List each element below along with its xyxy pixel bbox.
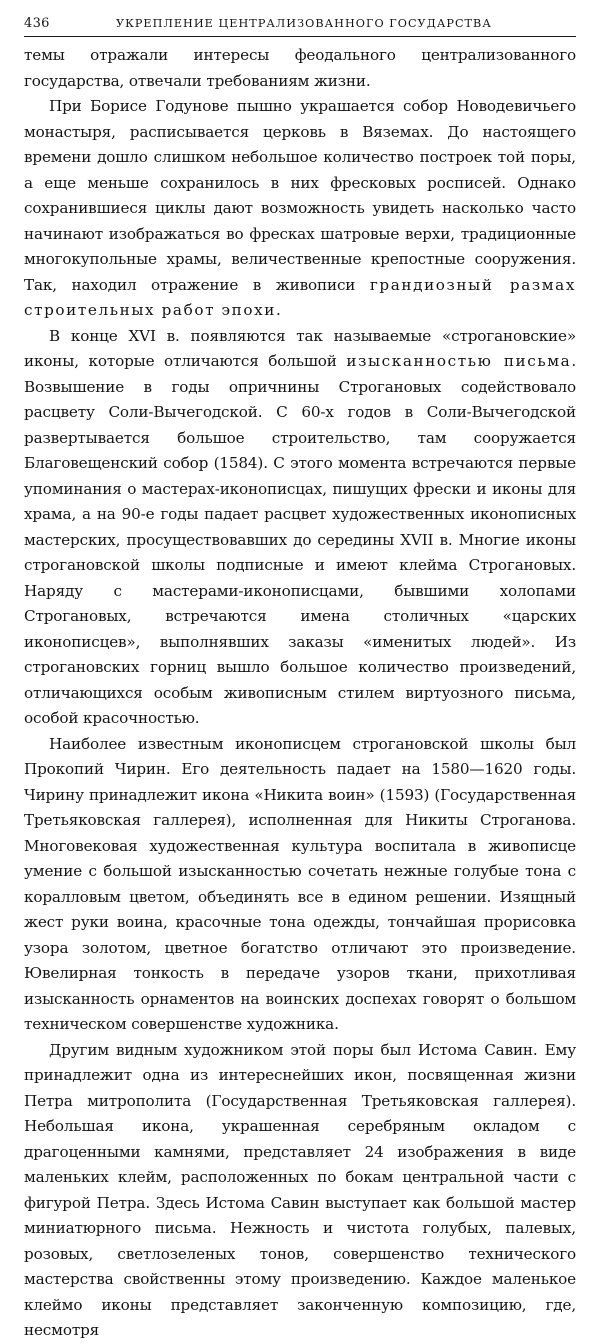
spaced-emphasis: грандиозный размах строительных работ эпохи. [24, 275, 577, 319]
paragraph-text: При Борисе Годунове пышно украшается собор Новодевичьего монастыря, расписывается церковь в Вяземах. До настоящего времени дошло слишком небольшое количество построек той поры, а еще меньше сохранилось в них фресковых росписей. Однако сохранившиеся циклы дают возможность увидеть насколько часто начинают изображаться во фресках шатровые верхи, традиционные многокупольные храмы, величественные крепостные сооружения. Так, находил отражение в живописи [24, 97, 576, 294]
page-number: 436 [24, 16, 50, 31]
spaced-emphasis: изысканностью письма [346, 352, 572, 370]
paragraph-stroganov-icons [24, 324, 576, 732]
running-title: УКРЕПЛЕНИЕ ЦЕНТРАЛИЗОВАННОГО ГОСУДАРСТВА [116, 17, 492, 30]
paragraph-continuation [24, 43, 576, 94]
paragraph-text: . Возвышение в годы опричнины Строгановых содействовало расцвету Соли-Вычегодской. С 60-х годов в Соли-Вычегодской развертывается большое строительство, там сооружается Благовещенский собор (1584). С этого момента встречаются первые упоминания о мастерах-иконописцах, пишущих фрески и иконы для храма, а на 90-е годы падает расцвет художественных иконописных мастерских, просуществовавших до середины XVII в. Многие иконы строгановской школы подписные и имеют клейма Строгановых. Наряду с мастерами-иконописцами, бывшими холопами Строгановых, встречаются имена столичных «царских иконописцев», выполнявших заказы «именитых людей». Из строгановских горниц вышло большое количество произведений, отличающихся особым живописным стилем виртуозного письма, особой красочностью. [24, 352, 576, 727]
book-page [24, 10, 576, 1344]
paragraph-text: Наиболее известным иконописцем строгановской школы был Прокопий Чирин. Его деятельность падает на 1580—1620 годы. Чирину принадлежит икона «Никита воин» (1593) (Государственная Третьяковская галлерея), исполненная для Никиты Строганова. Многовековая художественная культура воспитала в живописце умение с большой изысканностью сочетать нежные голубые тона с коралловым цветом, объединять все в едином решении. Изящный жест руки воина, красочные тона одежды, тончайшая прорисовка узора золотом, цветное богатство отличают это произведение. Ювелирная тонкость в передаче узоров ткани, прихотливая изысканность орнаментов на воинских доспехах говорят о большом техническом совершенстве художника. [24, 734, 576, 1033]
paragraph-text: В конце XVI в. появляются так называемые «строгановские» иконы, которые отличаются большой [24, 326, 576, 370]
running-header [24, 10, 576, 37]
paragraph-text: Другим видным художником этой поры был Истома Савин. Ему принадлежит одна из интереснейших икон, посвященная жизни Петра митрополита (Государственная Третьяковская галлерея). Небольшая икона, украшенная серебряным окладом с драгоценными камнями, представляет 24 изображения в виде маленьких клейм, расположенных по бокам центральной части с фигурой Петра. Здесь Истома Савин выступает как большой мастер миниатюрного письма. Нежность и чистота голубых, палевых, розовых, светлозеленых тонов, совершенство технического мастерства свойственны этому произведению. Каждое маленькое клеймо иконы представляет законченную композицию, где, несмотря [24, 1040, 576, 1339]
paragraph-savin [24, 1038, 576, 1344]
paragraph-chirin [24, 732, 576, 1038]
paragraph-godunov-frescoes [24, 94, 576, 324]
body-text [24, 43, 576, 1344]
paragraph-text: темы отражали интересы феодального централизованного государства, отвечали требованиям жизни. [24, 46, 576, 90]
